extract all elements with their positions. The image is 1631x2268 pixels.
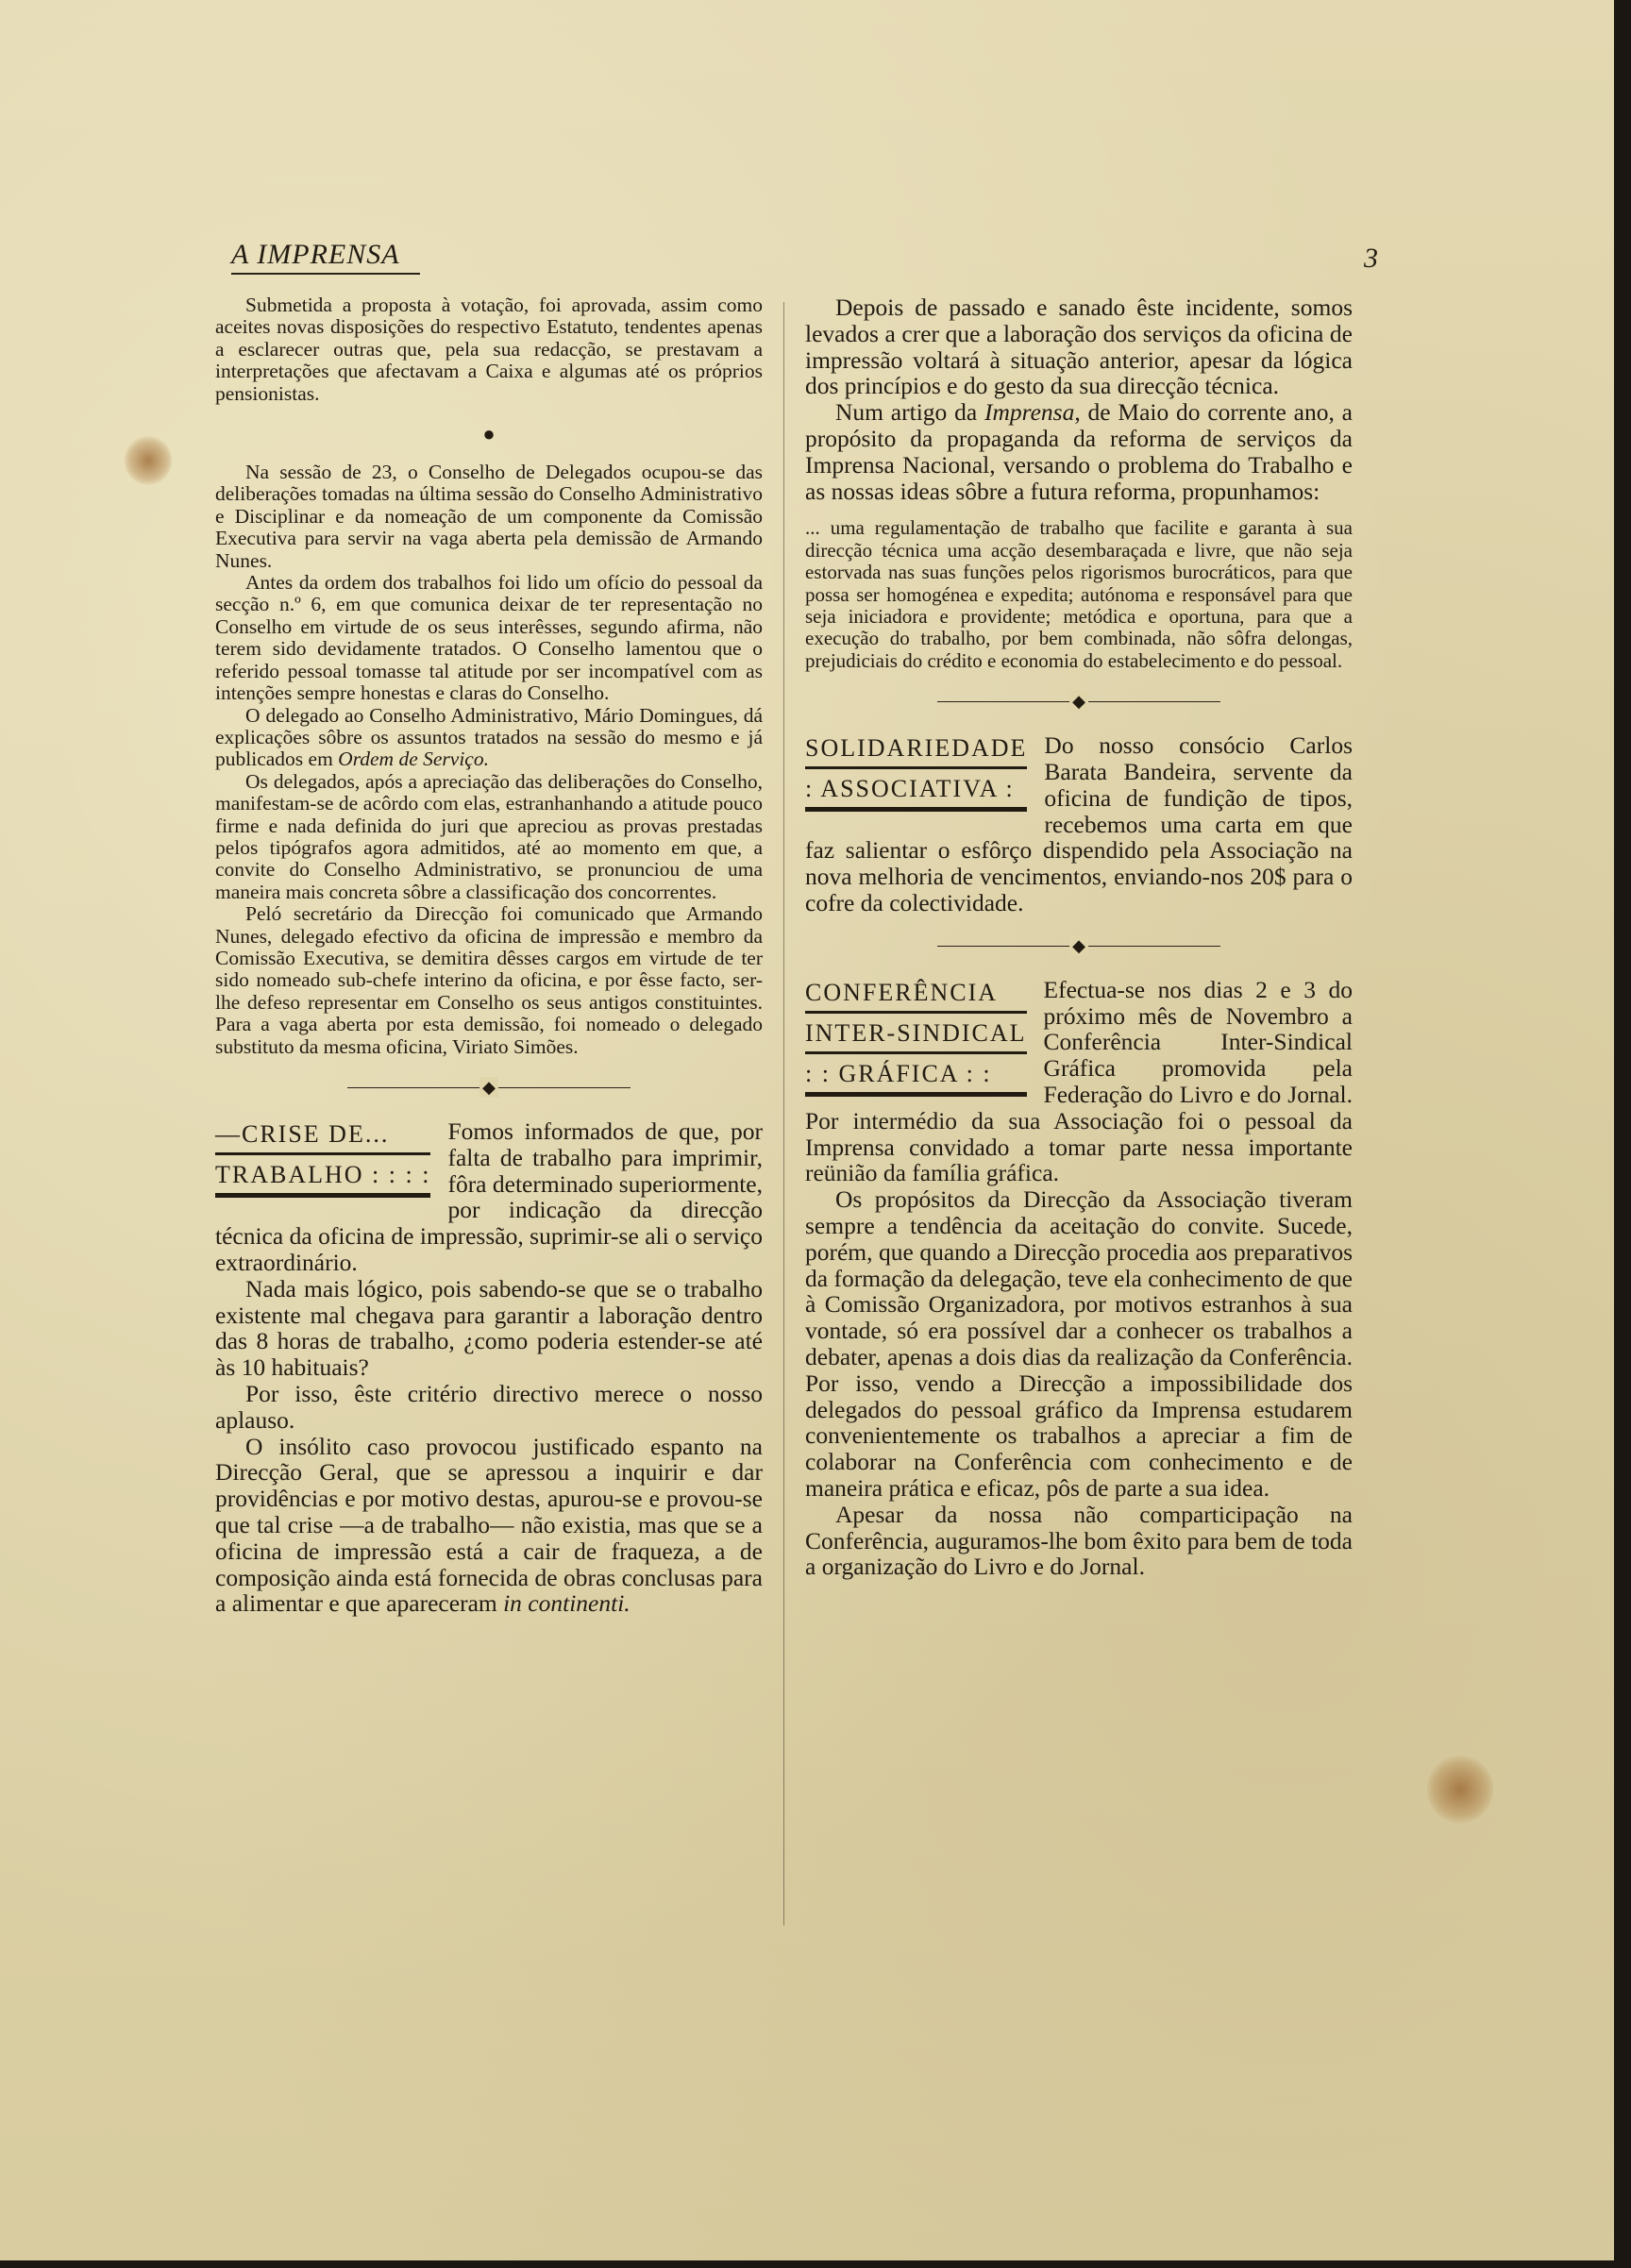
italic-reference: Ordem de Serviço. xyxy=(338,748,489,771)
paragraph: Do nosso consócio Carlos Barata Bandeira, servente da oficina de fundição de tipos, recebemos uma carta em que faz salientar o esfôrço dispendido pela Associação na nova melhoria de vencimentos, enviando-nos 20$ para o cofre da colectividade. xyxy=(805,731,1353,916)
paragraph: Os propósitos da Direcção da Associação tiveram sempre a tendência da aceitação do convite. Sucede, porém, que quando a Direcção procedia aos preparativos da formação da delegação, teve ela conhecimento de que à Comissão Organizadora, por motivos estranhos à sua vontade, só era possível dar a conhecer os trabalhos a debater, apenas a dois dias da realização da Conferência. Por isso, vendo a Direcção a impossibilidade dos delegados do pessoal gráfico da Imprensa estudarem convenientemente os trabalhos a apreciar a fim de colaborar na Conferência com conhecimento e de maneira prática e eficaz, pôs de parte a sua idea. xyxy=(805,1185,1353,1502)
foxing-stain xyxy=(125,436,172,485)
crise-section xyxy=(215,1118,763,1617)
diamond-ornament-icon: ◆ xyxy=(1069,691,1088,712)
paragraph-text: , de Maio do corrente ano, a propósito da propaganda da reforma de serviços da Imprensa Nacional, versando o problema do Trabalho e as nossas ideas sôbre a futura reforma, propunhamos: xyxy=(805,398,1353,505)
quoted-passage: ... uma regulamentação de trabalho que facilite e garanta à sua direcção técnica uma acção desembaraçada e livre, que não seja estorvada nas suas funções pelos rigorismos burocráticos, para que possa ser homogénea e expedita; autónoma e responsável para que seja iniciadora e providente; metódica e oportuna, para que a execução do trabalho, por bem combinada, não sôfra delongas, prejudiciais do crédito e economia do estabelecimento e do pessoal. xyxy=(805,516,1353,672)
header-rule xyxy=(231,273,420,275)
running-title: A IMPRENSA xyxy=(231,239,400,270)
heading-line: INTER-SINDICAL xyxy=(805,1017,1027,1054)
paragraph: Os delegados, após a apreciação das deliberações do Conselho, manifestam-se de acôrdo com elas, estranhanhando a atitude pouco firme e nada definida do juri que apreciou as provas prestadas pelos tipógrafos agora admitidos, até ao momento em que, a convite do Conselho Administrativo, se pronunciou de uma maneira mais concreta sôbre a classificação dos concorrentes. xyxy=(215,769,763,903)
section-separator xyxy=(347,1077,631,1098)
heading-line: : : GRÁFICA : : xyxy=(805,1058,1027,1097)
solidariedade-section xyxy=(805,732,1353,916)
paragraph: Por isso, êste critério directivo merece o nosso aplauso. xyxy=(215,1379,763,1434)
paragraph xyxy=(215,1434,763,1618)
diamond-ornament-icon: ◆ xyxy=(479,1077,498,1098)
paragraph: Peló secretário da Direcção foi comunicado que Armando Nunes, delegado efectivo da oficina de impressão e membro da Comissão Executiva, se demitira dêsses cargos em virtude de ter sido nomeado sub-chefe interino da oficina, e por êsse facto, ser-lhe defeso representar em Conselho os seus antigos constituintes. Para a vaga aberta por esta demissão, foi nomeado o delegado substituto da mesma oficina, Viriato Simões. xyxy=(215,902,763,1058)
paragraph-text: O delegado ao Conselho Administrativo, Mário Domingues, dá explicações sôbre os assuntos tratados na sessão do mesmo e já publicados em xyxy=(215,703,763,771)
section-heading-conferencia xyxy=(805,977,1027,1100)
section-fleuron: ● xyxy=(482,422,496,446)
right-column xyxy=(805,294,1353,1580)
conferencia-section xyxy=(805,977,1353,1580)
paragraph-text: Num artigo da xyxy=(835,398,984,427)
section-heading-crise xyxy=(215,1118,430,1201)
heading-line: —CRISE DE... xyxy=(215,1118,430,1155)
left-column xyxy=(215,294,763,1617)
heading-line: : ASSOCIATIVA : xyxy=(805,773,1027,812)
foxing-stain xyxy=(1427,1756,1493,1823)
heading-line: CONFERÊNCIA xyxy=(805,977,1027,1014)
paragraph: Nada mais lógico, pois sabendo-se que se o trabalho existente mal chegava para garantir a laboração dentro das 8 horas de trabalho, ¿como poderia estender-se até às 10 habituais? xyxy=(215,1274,763,1382)
section-separator xyxy=(937,935,1220,956)
column-divider xyxy=(783,302,784,1925)
paragraph: Efectua-se nos dias 2 e 3 do próximo mês de Novembro a Conferência Inter-Sindical Gráfica promovida pela Federação do Livro e do Jornal. Por intermédio da sua Associação foi o pessoal da Imprensa convidado a tomar parte nessa importante reünião da família gráfica. xyxy=(805,975,1353,1187)
paragraph xyxy=(805,399,1353,504)
page-number: 3 xyxy=(1364,243,1378,274)
heading-line: SOLIDARIEDADE xyxy=(805,732,1027,769)
page-header xyxy=(231,239,1378,277)
paragraph: Na sessão de 23, o Conselho de Delegados ocupou-se das deliberações tomadas na última sessão do Conselho Administrativo e Disciplinar e da nomeação de um componente da Comissão Executiva para servir na vaga aberta pela demissão de Armando Nunes. xyxy=(215,461,763,572)
paragraph: Apesar da nossa não comparticipação na Conferência, auguramos-lhe bom êxito para bem de toda a organização do Livro e do Jornal. xyxy=(805,1500,1353,1581)
heading-line: TRABALHO : : : : xyxy=(215,1159,430,1198)
section-separator xyxy=(937,691,1220,712)
paragraph: Fomos informados de que, por falta de trabalho para imprimir, fôra determinado superiormente, por indicação da direcção técnica da oficina de impressão, suprimir-se ali o serviço extraordinário. xyxy=(215,1117,763,1276)
paragraph-text: O insólito caso provocou justificado espanto na Direcção Geral, que se apressou a inquirir e dar providências e por motivo destas, apurou-se e provou-se que tal crise —a de trabalho— não existia, mas que se a oficina de impressão está a cair de fraqueza, a de composição ainda está fornecida de obras conclusas para a alimentar e que apareceram xyxy=(215,1432,763,1618)
paragraph: Depois de passado e sanado êste incidente, somos levados a crer que a laboração dos serviços da oficina de impressão voltará à situação anterior, apesar da lógica dos princípios e do gesto da sua direcção técnica. xyxy=(805,294,1353,400)
intro-paragraph: Submetida a proposta à votação, foi aprovada, assim como aceites novas disposições do respectivo Estatuto, tendentes apenas a esclarecer outras que, pela sua redacção, se prestavam a interpretações que afectavam a Caixa e algumas até os próprios pensionistas. xyxy=(215,294,763,405)
paragraph: Antes da ordem dos trabalhos foi lido um ofício do pessoal da secção n.º 6, em que comunica deixar de ter representação no Conselho em virtude de os seus interêsses, segundo afirma, não terem sido devidamente tratados. O Conselho lamentou que o referido pessoal tomasse tal atitude por ser incompatível com as intenções sempre honestas e claras do Conselho. xyxy=(215,571,763,705)
italic-phrase: in continenti. xyxy=(503,1589,631,1618)
section-heading-solidariedade xyxy=(805,732,1027,815)
italic-title: Imprensa xyxy=(984,398,1075,427)
diamond-ornament-icon: ◆ xyxy=(1069,935,1088,956)
paragraph xyxy=(215,705,763,771)
